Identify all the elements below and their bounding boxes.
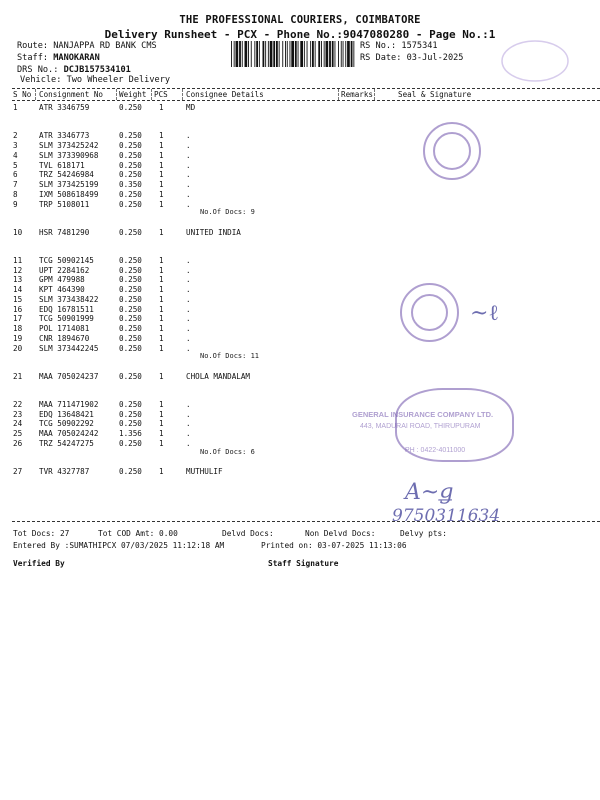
row-sno: 14 (13, 285, 23, 294)
row-sno: 6 (13, 170, 18, 180)
col-sep (374, 89, 375, 100)
col-pcs: PCS (154, 90, 168, 99)
row-pcs: 1 (159, 160, 164, 170)
row-consignee: . (186, 265, 191, 275)
row-consignee: . (186, 170, 191, 180)
drs-number: DCJB157534101 (63, 65, 131, 75)
row-weight: 0.250 (119, 371, 142, 381)
row-consignment-no: TCG 50902292 (39, 419, 94, 429)
rs-number: RS No.: 1575341 (360, 41, 438, 51)
non-delivered-docs: Non Delvd Docs: (305, 529, 376, 538)
col-sep (338, 89, 339, 100)
row-consignment-no: SLM 373442245 (39, 343, 99, 353)
row-consignee: . (186, 189, 191, 199)
runsheet-subtitle: Delivery Runsheet - PCX - Phone No.:9047080280 - Page No.:1 (104, 28, 496, 41)
total-docs: Tot Docs: 27 (13, 529, 70, 538)
docs-count: No.Of Docs: 6 (200, 447, 255, 456)
row-consignment-no: EDQ 16781511 (39, 304, 94, 314)
staff-name: MANOKARAN (53, 53, 100, 63)
row-consignee: . (186, 438, 191, 448)
row-consignee: . (186, 255, 191, 265)
docs-count: No.Of Docs: 11 (200, 352, 260, 361)
row-pcs: 1 (159, 180, 164, 189)
row-pcs: 1 (159, 131, 164, 141)
row-sno: 21 (13, 371, 23, 381)
row-weight: 0.250 (119, 314, 142, 324)
row-weight: 0.250 (119, 227, 142, 237)
row-pcs: 1 (159, 265, 164, 275)
col-seal: Seal & Signature (398, 90, 472, 99)
totals-rule (12, 521, 600, 522)
row-consignment-no: TVR 4327787 (39, 466, 90, 476)
row-consignment-no: CNR 1894670 (39, 333, 90, 343)
row-sno: 20 (13, 343, 23, 353)
row-sno: 17 (13, 314, 23, 324)
row-consignment-no: SLM 373425242 (39, 141, 99, 150)
row-consignment-no: MAA 705024237 (39, 371, 99, 381)
row-weight: 0.250 (119, 343, 142, 353)
row-sno: 12 (13, 265, 23, 275)
staff-signature: Staff Signature (268, 559, 339, 568)
row-consignee: . (186, 275, 191, 285)
row-consignment-no: SLM 373425199 (39, 180, 99, 189)
row-weight: 0.250 (119, 265, 142, 275)
row-consignment-no: TRZ 54246984 (39, 170, 94, 180)
row-weight: 0.250 (119, 333, 142, 343)
row-consignee: CHOLA MANDALAM (186, 371, 251, 381)
row-sno: 23 (13, 409, 23, 419)
row-sno: 18 (13, 324, 23, 333)
row-weight: 0.250 (119, 409, 142, 419)
row-consignment-no: ATR 3346773 (39, 131, 90, 141)
row-consignment-no: UPT 2284162 (39, 265, 90, 275)
row-consignment-no: MAA 711471902 (39, 399, 99, 409)
rs-date: RS Date: 03-Jul-2025 (360, 53, 464, 63)
row-pcs: 1 (159, 199, 164, 209)
row-pcs: 1 (159, 466, 164, 476)
row-consignment-no: SLM 373390968 (39, 150, 99, 160)
row-consignment-no: MAA 705024242 (39, 429, 99, 438)
row-consignment-no: POL 1714081 (39, 324, 90, 333)
company-title: THE PROFESSIONAL COURIERS, COIMBATORE (179, 14, 421, 26)
stamp-company: GENERAL INSURANCE COMPANY LTD. (352, 410, 494, 419)
col-consignment: Consignment No (39, 90, 104, 99)
row-consignee: . (186, 199, 191, 209)
col-consignee: Consignee Details (186, 90, 264, 99)
handwritten-phone: 9750311634 (392, 506, 501, 526)
row-consignment-no: SLM 373438422 (39, 294, 99, 304)
row-consignment-no: TRP 5108011 (39, 199, 90, 209)
row-weight: 0.250 (119, 160, 142, 170)
vehicle-text: Vehicle: Two Wheeler Delivery (20, 75, 171, 85)
row-consignee: . (186, 294, 191, 304)
row-sno: 26 (13, 438, 23, 448)
staff-label: Staff: (17, 53, 54, 63)
drs-label: DRS No.: (17, 65, 64, 75)
row-sno: 9 (13, 199, 18, 209)
signature-scribble: ~ℓ (470, 301, 499, 326)
stamp-phone: PH : 0422-4011000 (405, 447, 466, 454)
row-sno: 3 (13, 141, 18, 150)
row-consignment-no: TRZ 54247275 (39, 438, 94, 448)
row-consignee: . (186, 324, 191, 333)
row-sno: 15 (13, 294, 23, 304)
row-consignee: . (186, 343, 191, 353)
docs-count: No.Of Docs: 9 (200, 208, 255, 217)
row-weight: 0.250 (119, 199, 142, 209)
row-sno: 16 (13, 304, 23, 314)
printed-on: Printed on: 03-07-2025 11:13:06 (261, 541, 407, 550)
row-sno: 10 (13, 227, 23, 237)
row-pcs: 1 (159, 285, 164, 294)
rect-stamp-border (395, 388, 514, 462)
row-consignee: MUTHULIF (186, 466, 223, 476)
row-weight: 0.250 (119, 150, 142, 160)
row-consignee: . (186, 409, 191, 419)
row-consignee: . (186, 429, 191, 438)
row-consignee: MD (186, 103, 196, 112)
row-pcs: 1 (159, 304, 164, 314)
row-pcs: 1 (159, 343, 164, 353)
row-consignee: . (186, 160, 191, 170)
row-consignee: . (186, 141, 191, 150)
header-rule-top (12, 88, 600, 89)
row-weight: 0.250 (119, 324, 142, 333)
row-consignee: . (186, 419, 191, 429)
row-weight: 0.250 (119, 419, 142, 429)
header-rule-bottom (12, 100, 600, 101)
row-consignment-no: HSR 7481290 (39, 227, 90, 237)
row-pcs: 1 (159, 324, 164, 333)
row-consignment-no: IXM 508618499 (39, 189, 99, 199)
row-weight: 0.250 (119, 255, 142, 265)
row-pcs: 1 (159, 150, 164, 160)
row-pcs: 1 (159, 255, 164, 265)
row-sno: 4 (13, 150, 18, 160)
row-sno: 19 (13, 333, 23, 343)
row-consignment-no: KPT 464390 (39, 285, 85, 294)
row-pcs: 1 (159, 189, 164, 199)
row-consignment-no: EDQ 13648421 (39, 409, 94, 419)
row-weight: 0.250 (119, 103, 142, 112)
row-consignment-no: GPM 479988 (39, 275, 85, 285)
row-weight: 0.250 (119, 285, 142, 294)
row-sno: 1 (13, 103, 18, 112)
row-consignee: . (186, 399, 191, 409)
row-consignment-no: TCG 50902145 (39, 255, 94, 265)
row-consignee: UNITED INDIA (186, 227, 241, 237)
staff-line (17, 53, 100, 63)
row-pcs: 1 (159, 314, 164, 324)
total-cod: Tot COD Amt: 0.00 (98, 529, 178, 538)
row-weight: 0.250 (119, 141, 142, 150)
stamp-address: 443, MADURAI ROAD, THIRUPURAM (360, 423, 481, 430)
row-weight: 0.250 (119, 189, 142, 199)
row-sno: 8 (13, 189, 18, 199)
row-consignee: . (186, 333, 191, 343)
round-stamp-1-inner (433, 132, 471, 170)
route-text: Route: NANJAPPA RD BANK CMS (17, 41, 157, 51)
row-pcs: 1 (159, 275, 164, 285)
delivery-points: Delvy pts: (400, 529, 447, 538)
barcode (231, 41, 356, 67)
drs-line (17, 65, 131, 75)
row-sno: 7 (13, 180, 18, 189)
col-sno: S No (13, 90, 32, 99)
handwritten-signature: A~ǥ (405, 480, 454, 505)
verified-by: Verified By (13, 559, 65, 568)
row-consignee: . (186, 180, 191, 189)
faint-stamp (500, 38, 570, 84)
entered-by: Entered By :SUMATHIPCX 07/03/2025 11:12:18 AM (13, 541, 225, 550)
row-sno: 25 (13, 429, 23, 438)
row-consignment-no: ATR 3346759 (39, 103, 90, 112)
row-pcs: 1 (159, 438, 164, 448)
row-weight: 0.250 (119, 294, 142, 304)
row-sno: 13 (13, 275, 23, 285)
row-sno: 22 (13, 399, 23, 409)
col-sep (116, 89, 117, 100)
row-weight: 0.250 (119, 438, 142, 448)
col-sep (182, 89, 183, 100)
row-pcs: 1 (159, 399, 164, 409)
row-pcs: 1 (159, 141, 164, 150)
row-weight: 0.250 (119, 275, 142, 285)
row-pcs: 1 (159, 371, 164, 381)
row-consignee: . (186, 304, 191, 314)
col-sep (151, 89, 152, 100)
row-pcs: 1 (159, 429, 164, 438)
row-sno: 5 (13, 160, 18, 170)
row-pcs: 1 (159, 294, 164, 304)
row-weight: 1.356 (119, 429, 142, 438)
row-weight: 0.250 (119, 304, 142, 314)
row-sno: 27 (13, 466, 23, 476)
delivered-docs: Delvd Docs: (222, 529, 274, 538)
col-weight: Weight (119, 90, 147, 99)
row-consignee: . (186, 285, 191, 294)
row-pcs: 1 (159, 103, 164, 112)
row-consignee: . (186, 150, 191, 160)
row-weight: 0.250 (119, 466, 142, 476)
row-pcs: 1 (159, 333, 164, 343)
row-sno: 11 (13, 255, 23, 265)
row-pcs: 1 (159, 170, 164, 180)
round-stamp-2-inner (411, 294, 448, 331)
row-weight: 0.250 (119, 131, 142, 141)
row-sno: 24 (13, 419, 23, 429)
row-weight: 0.350 (119, 180, 142, 189)
row-consignment-no: TCG 50901999 (39, 314, 94, 324)
row-weight: 0.250 (119, 170, 142, 180)
row-consignment-no: TVL 618171 (39, 160, 85, 170)
row-consignee: . (186, 314, 191, 324)
col-sep (35, 89, 36, 100)
row-sno: 2 (13, 131, 18, 141)
row-pcs: 1 (159, 419, 164, 429)
col-remarks: Remarks (341, 90, 374, 99)
row-weight: 0.250 (119, 399, 142, 409)
row-consignee: . (186, 131, 191, 141)
row-pcs: 1 (159, 227, 164, 237)
row-pcs: 1 (159, 409, 164, 419)
